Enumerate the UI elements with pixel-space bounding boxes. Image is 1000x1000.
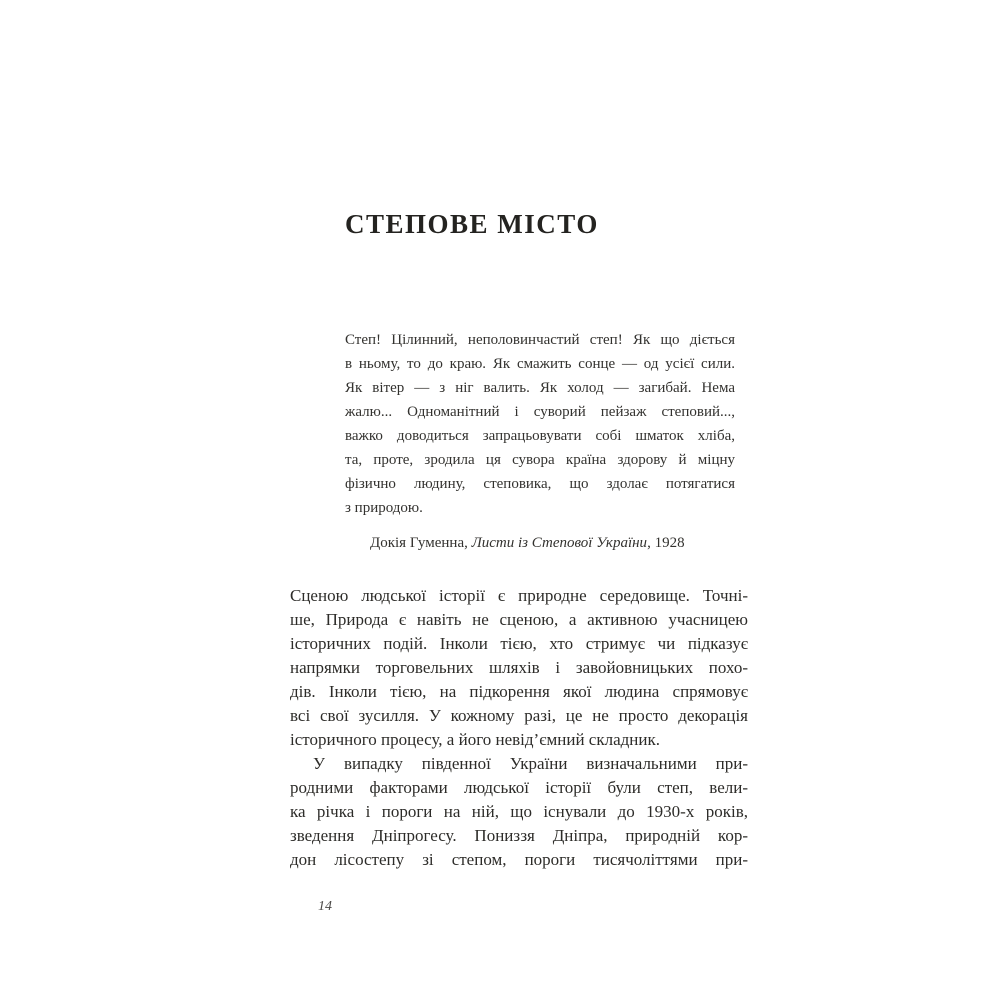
text-line: ка річка і пороги на ній, що існували до 1930-х років, [290, 802, 748, 821]
text-line: зведення Дніпрогесу. Пониззя Дніпра, природній кор- [290, 826, 748, 845]
text-line: жалю... Одноманітний і суворий пейзаж степовий..., [345, 404, 735, 420]
chapter-title: СТЕПОВЕ МІСТО [345, 209, 599, 240]
text-line: Сценою людської історії є природне середовище. Точні- [290, 586, 748, 605]
text-line: важко доводиться запрацьовувати собі шматок хліба, [345, 428, 735, 444]
text-line: дон лісостепу зі степом, пороги тисячоліттями при- [290, 850, 748, 869]
text-line: напрямки торговельних шляхів і завойовницьких похо- [290, 658, 748, 677]
paragraph [290, 752, 748, 872]
text-line: та, проте, зродила ця сувора країна здорову й міцну [345, 452, 735, 468]
text-line: Як вітер — з ніг валить. Як холод — загибай. Нема [345, 380, 735, 396]
page-number: 14 [318, 899, 332, 914]
text-line: з природою. [345, 500, 423, 516]
paragraph [290, 584, 748, 752]
attribution-work-title: Листи із Степової України [471, 535, 648, 551]
text-line: в ньому, то до краю. Як смажить сонце — од усієї сили. [345, 356, 735, 372]
text-line: всі свої зусилля. У кожному разі, це не просто декорація [290, 706, 748, 725]
text-line: історичного процесу, а його невід’ємний складник. [290, 730, 660, 749]
text-line: фізично людину, степовика, що здолає потягатися [345, 476, 735, 492]
text-line: історичних подій. Інколи тією, хто стримує чи підказує [290, 634, 748, 653]
epigraph-lines [345, 328, 735, 520]
text-line: родними факторами людської історії були степ, вели- [290, 778, 748, 797]
epigraph-attribution [345, 531, 735, 555]
attribution-author: Докія Гуменна, [370, 535, 472, 551]
body-text [290, 584, 748, 872]
epigraph [345, 328, 735, 555]
attribution-year: , 1928 [647, 535, 685, 551]
text-line: ше, Природа є навіть не сценою, а активною учасницею [290, 610, 748, 629]
text-line: У випадку південної України визначальними при- [313, 754, 748, 773]
text-line: дів. Інколи тією, на підкорення якої людина спрямовує [290, 682, 748, 701]
text-line: Степ! Цілинний, неполовинчастий степ! Як що діється [345, 332, 735, 348]
